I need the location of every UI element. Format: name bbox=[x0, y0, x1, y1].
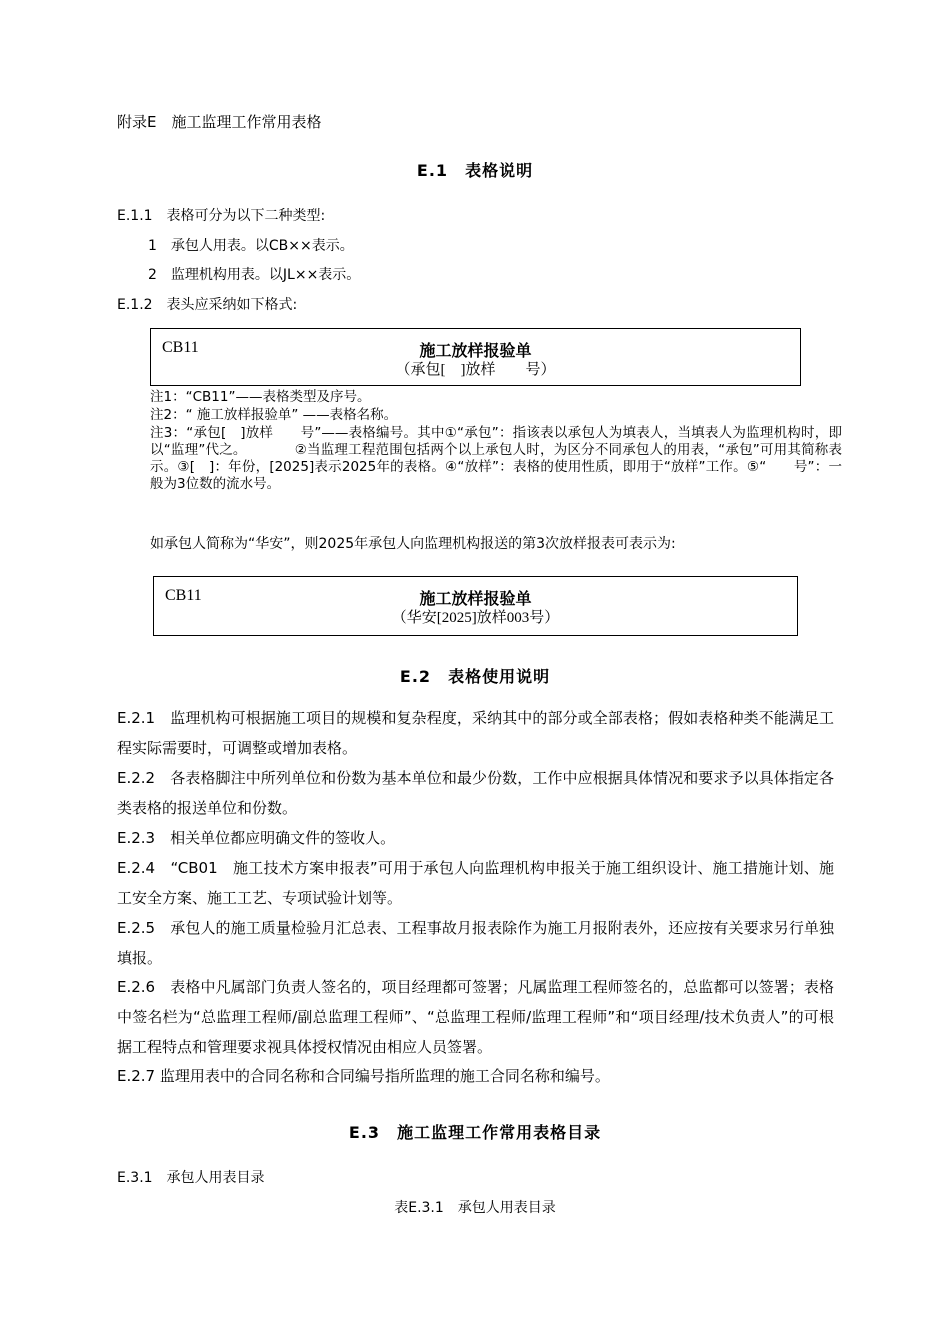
appendix-title: 附录E 施工监理工作常用表格 bbox=[117, 113, 322, 131]
table-caption: 表E.3.1 承包人用表目录 bbox=[394, 1200, 556, 1216]
clause-e224: E.2.4 “CB01 施工技术方案申报表”可用于承包人向监理机构申报关于施工组织设计、施工措施计划、施工安全方案、施工工艺、专项试验计划等。 bbox=[117, 859, 834, 907]
note-1: 注1：“CB11”——表格类型及序号。 bbox=[150, 389, 371, 405]
note-2: 注2：“ 施工放样报验单” ——表格名称。 bbox=[150, 407, 398, 423]
section-heading-e1: E.1 表格说明 bbox=[416, 161, 534, 180]
type-item-2: 2 监理机构用表。以JL××表示。 bbox=[148, 267, 361, 283]
note-3: 注3：“承包[ ]放样 号”——表格编号。其中①“承包”：指该表以承包人为填表人，当填表人为监理机构时，即以“监理”代之。 ②当监理工程范围包括两个以上承包人时，为区分不同承包人的用表，“承包”可用其简称表示。③[ ]：年份，[2025]表示2025年的表格。④“放样”：表格的使用性质，即用于“放样”工作。⑤“ 号”：一般为3位数的流水号。 bbox=[150, 425, 842, 492]
clause-e331: E.3.1 承包人用表目录 bbox=[117, 1170, 265, 1186]
example-intro: 如承包人简称为“华安”，则2025年承包人向监理机构报送的第3次放样报表可表示为: bbox=[150, 536, 676, 552]
example-header-code: CB11 bbox=[165, 587, 202, 604]
example-header-title: 施工放样报验单 bbox=[419, 589, 532, 608]
sample-header-subtitle: （承包[ ]放样 号） bbox=[395, 362, 556, 378]
example-header-subtitle: （华安[2025]放样003号） bbox=[391, 610, 560, 626]
clause-e227: E.2.7 监理用表中的合同名称和合同编号指所监理的施工合同名称和编号。 bbox=[117, 1067, 610, 1085]
section-heading-e3: E.3 施工监理工作常用表格目录 bbox=[348, 1123, 602, 1142]
sample-header-code: CB11 bbox=[162, 339, 199, 356]
sample-header-title: 施工放样报验单 bbox=[419, 341, 532, 360]
type-item-1: 1 承包人用表。以CB××表示。 bbox=[148, 238, 354, 254]
clause-e223: E.2.3 相关单位都应明确文件的签收人。 bbox=[117, 829, 396, 847]
sample-header-box bbox=[150, 328, 801, 386]
example-header-box bbox=[153, 576, 798, 636]
clause-e226: E.2.6 表格中凡属部门负责人签名的，项目经理都可签署；凡属监理工程师签名的，总监都可以签署；表格中签名栏为“总监理工程师/副总监理工程师”、“总监理工程师/监理工程师”和“项目经理/技术负责人”的可根据工程特点和管理要求视具体授权情况由相应人员签署。 bbox=[117, 978, 834, 1056]
clause-e112: E.1.2 表头应采纳如下格式: bbox=[117, 297, 298, 313]
clause-e225: E.2.5 承包人的施工质量检验月汇总表、工程事故月报表除作为施工月报附表外，还应按有关要求另行单独填报。 bbox=[117, 919, 834, 967]
clause-e111: E.1.1 表格可分为以下二种类型: bbox=[117, 208, 326, 224]
clause-e222: E.2.2 各表格脚注中所列单位和份数为基本单位和最少份数，工作中应根据具体情况和要求予以具体指定各类表格的报送单位和份数。 bbox=[117, 769, 834, 817]
section-heading-e2: E.2 表格使用说明 bbox=[399, 667, 551, 686]
clause-e221: E.2.1 监理机构可根据施工项目的规模和复杂程度，采纳其中的部分或全部表格；假如表格种类不能满足工程实际需要时，可调整或增加表格。 bbox=[117, 709, 834, 757]
